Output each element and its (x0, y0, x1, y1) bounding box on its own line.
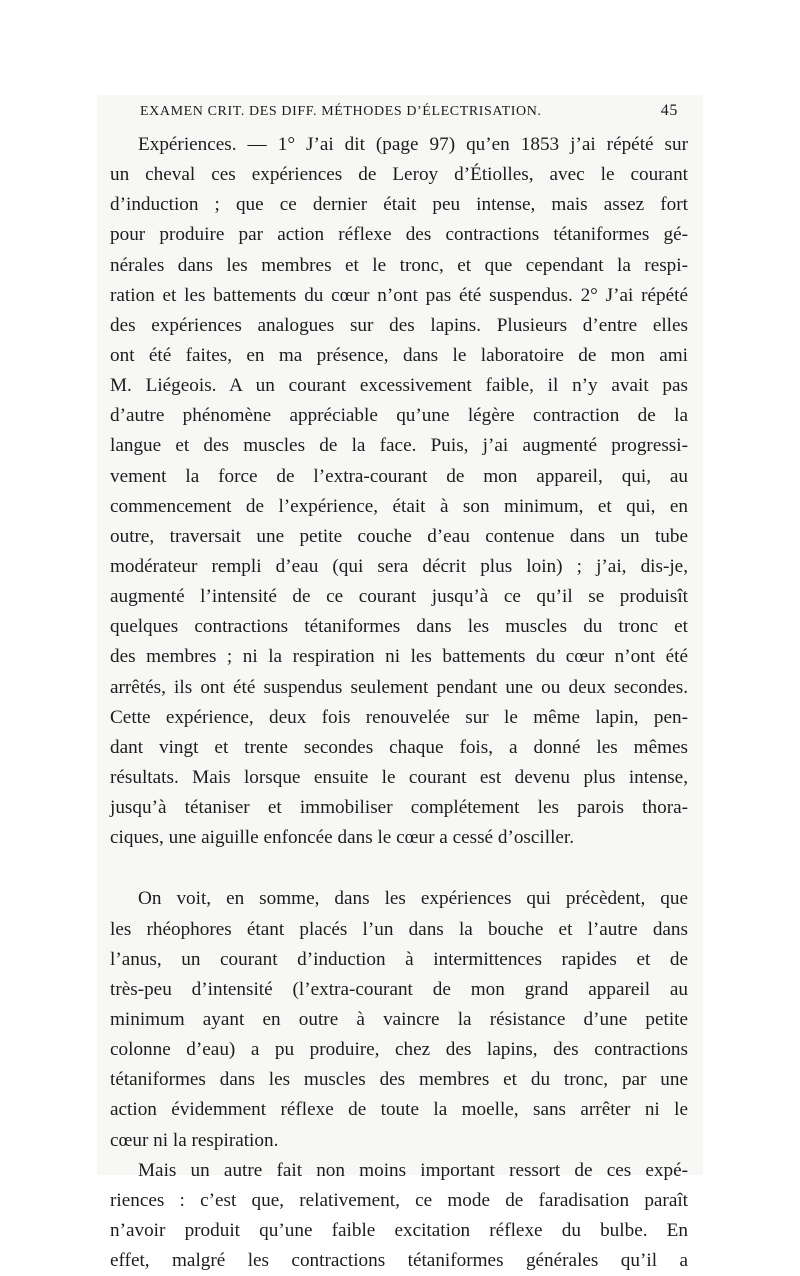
text-line: commencement de l’expérience, était à son minimum, et qui, en (110, 495, 688, 517)
text-line: Mais un autre fait non moins important ressort de ces expé- (138, 1159, 688, 1181)
text-line: d’induction ; que ce dernier était peu intense, mais assez fort (110, 194, 688, 216)
text-line: quelques contractions tétaniformes dans les muscles du tronc et (110, 616, 688, 638)
text-line: Expériences. — 1° J’ai dit (page 97) qu’en 1853 j’ai répété sur (138, 134, 688, 155)
text-line: arrêtés, ils ont été suspendus seulement pendant une ou deux secondes. (110, 676, 688, 698)
text-line: minimum ayant en outre à vaincre la résistance d’une petite (110, 1008, 688, 1030)
body-text (110, 130, 688, 1276)
running-title: EXAMEN CRIT. DES DIFF. MÉTHODES D’ÉLECTRISATION. (140, 104, 542, 119)
text-line: résultats. Mais lorsque ensuite le courant est devenu plus intense, (110, 766, 688, 788)
text-line: jusqu’à tétaniser et immobiliser complétement les parois thora- (110, 797, 688, 819)
text-line: On voit, en somme, dans les expériences qui précèdent, que (138, 888, 688, 910)
paragraph-gap (110, 853, 688, 884)
text-line: d’autre phénomène appréciable qu’une légère contraction de la (110, 405, 688, 427)
text-line: modérateur rempli d’eau (qui sera décrit plus loin) ; j’ai, dis-je, (110, 555, 688, 577)
text-line: ration et les battements du cœur n’ont pas été suspendus. 2° J’ai répété (110, 284, 688, 306)
text-line: Cette expérience, deux fois renouvelée sur le même lapin, pen- (110, 706, 688, 728)
page-number: 45 (660, 102, 678, 119)
text-line: très-peu d’intensité (l’extra-courant de mon grand appareil au (110, 978, 688, 1000)
text-line: n’avoir produit qu’une faible excitation réflexe du bulbe. En (110, 1219, 688, 1241)
text-line: vement la force de l’extra-courant de mon appareil, qui, au (110, 465, 688, 487)
text-line: effet, malgré les contractions tétaniformes générales qu’il a (110, 1250, 688, 1272)
text-line: des expériences analogues sur des lapins. Plusieurs d’entre elles (110, 314, 688, 336)
text-line: ciques, une aiguille enfoncée dans le cœur a cessé d’osciller. (110, 827, 575, 849)
text-line: langue et des muscles de la face. Puis, j’ai augmenté progressi- (110, 435, 688, 457)
text-line: cœur ni la respiration. (110, 1129, 279, 1151)
text-line: tétaniformes dans les muscles des membres et du tronc, par une (110, 1069, 688, 1091)
text-line: pour produire par action réflexe des contractions tétaniformes gé- (110, 224, 688, 246)
text-line: les rhéophores étant placés l’un dans la bouche et l’autre dans (110, 918, 688, 940)
text-line: des membres ; ni la respiration ni les battements du cœur n’ont été (110, 646, 688, 668)
text-line: dant vingt et trente secondes chaque fois, a donné les mêmes (110, 736, 688, 758)
text-line: action évidemment réflexe de toute la moelle, sans arrêter ni le (110, 1099, 688, 1121)
text-line: ont été faites, en ma présence, dans le laboratoire de mon ami (110, 344, 688, 366)
text-line: riences : c’est que, relativement, ce mode de faradisation paraît (110, 1189, 688, 1211)
text-line: outre, traversait une petite couche d’eau contenue dans un tube (110, 525, 688, 547)
text-line: un cheval ces expériences de Leroy d’Étiolles, avec le courant (110, 164, 688, 186)
text-line: colonne d’eau) a pu produire, chez des lapins, des contractions (110, 1039, 688, 1061)
page-header (140, 104, 678, 124)
text-line: augmenté l’intensité de ce courant jusqu’à ce qu’il se produisît (110, 586, 688, 608)
text-line: M. Liégeois. A un courant excessivement faible, il n’y avait pas (110, 375, 688, 397)
text-line: nérales dans les membres et le tronc, et que cependant la respi- (110, 254, 688, 276)
text-line: l’anus, un courant d’induction à intermittences rapides et de (110, 948, 688, 970)
